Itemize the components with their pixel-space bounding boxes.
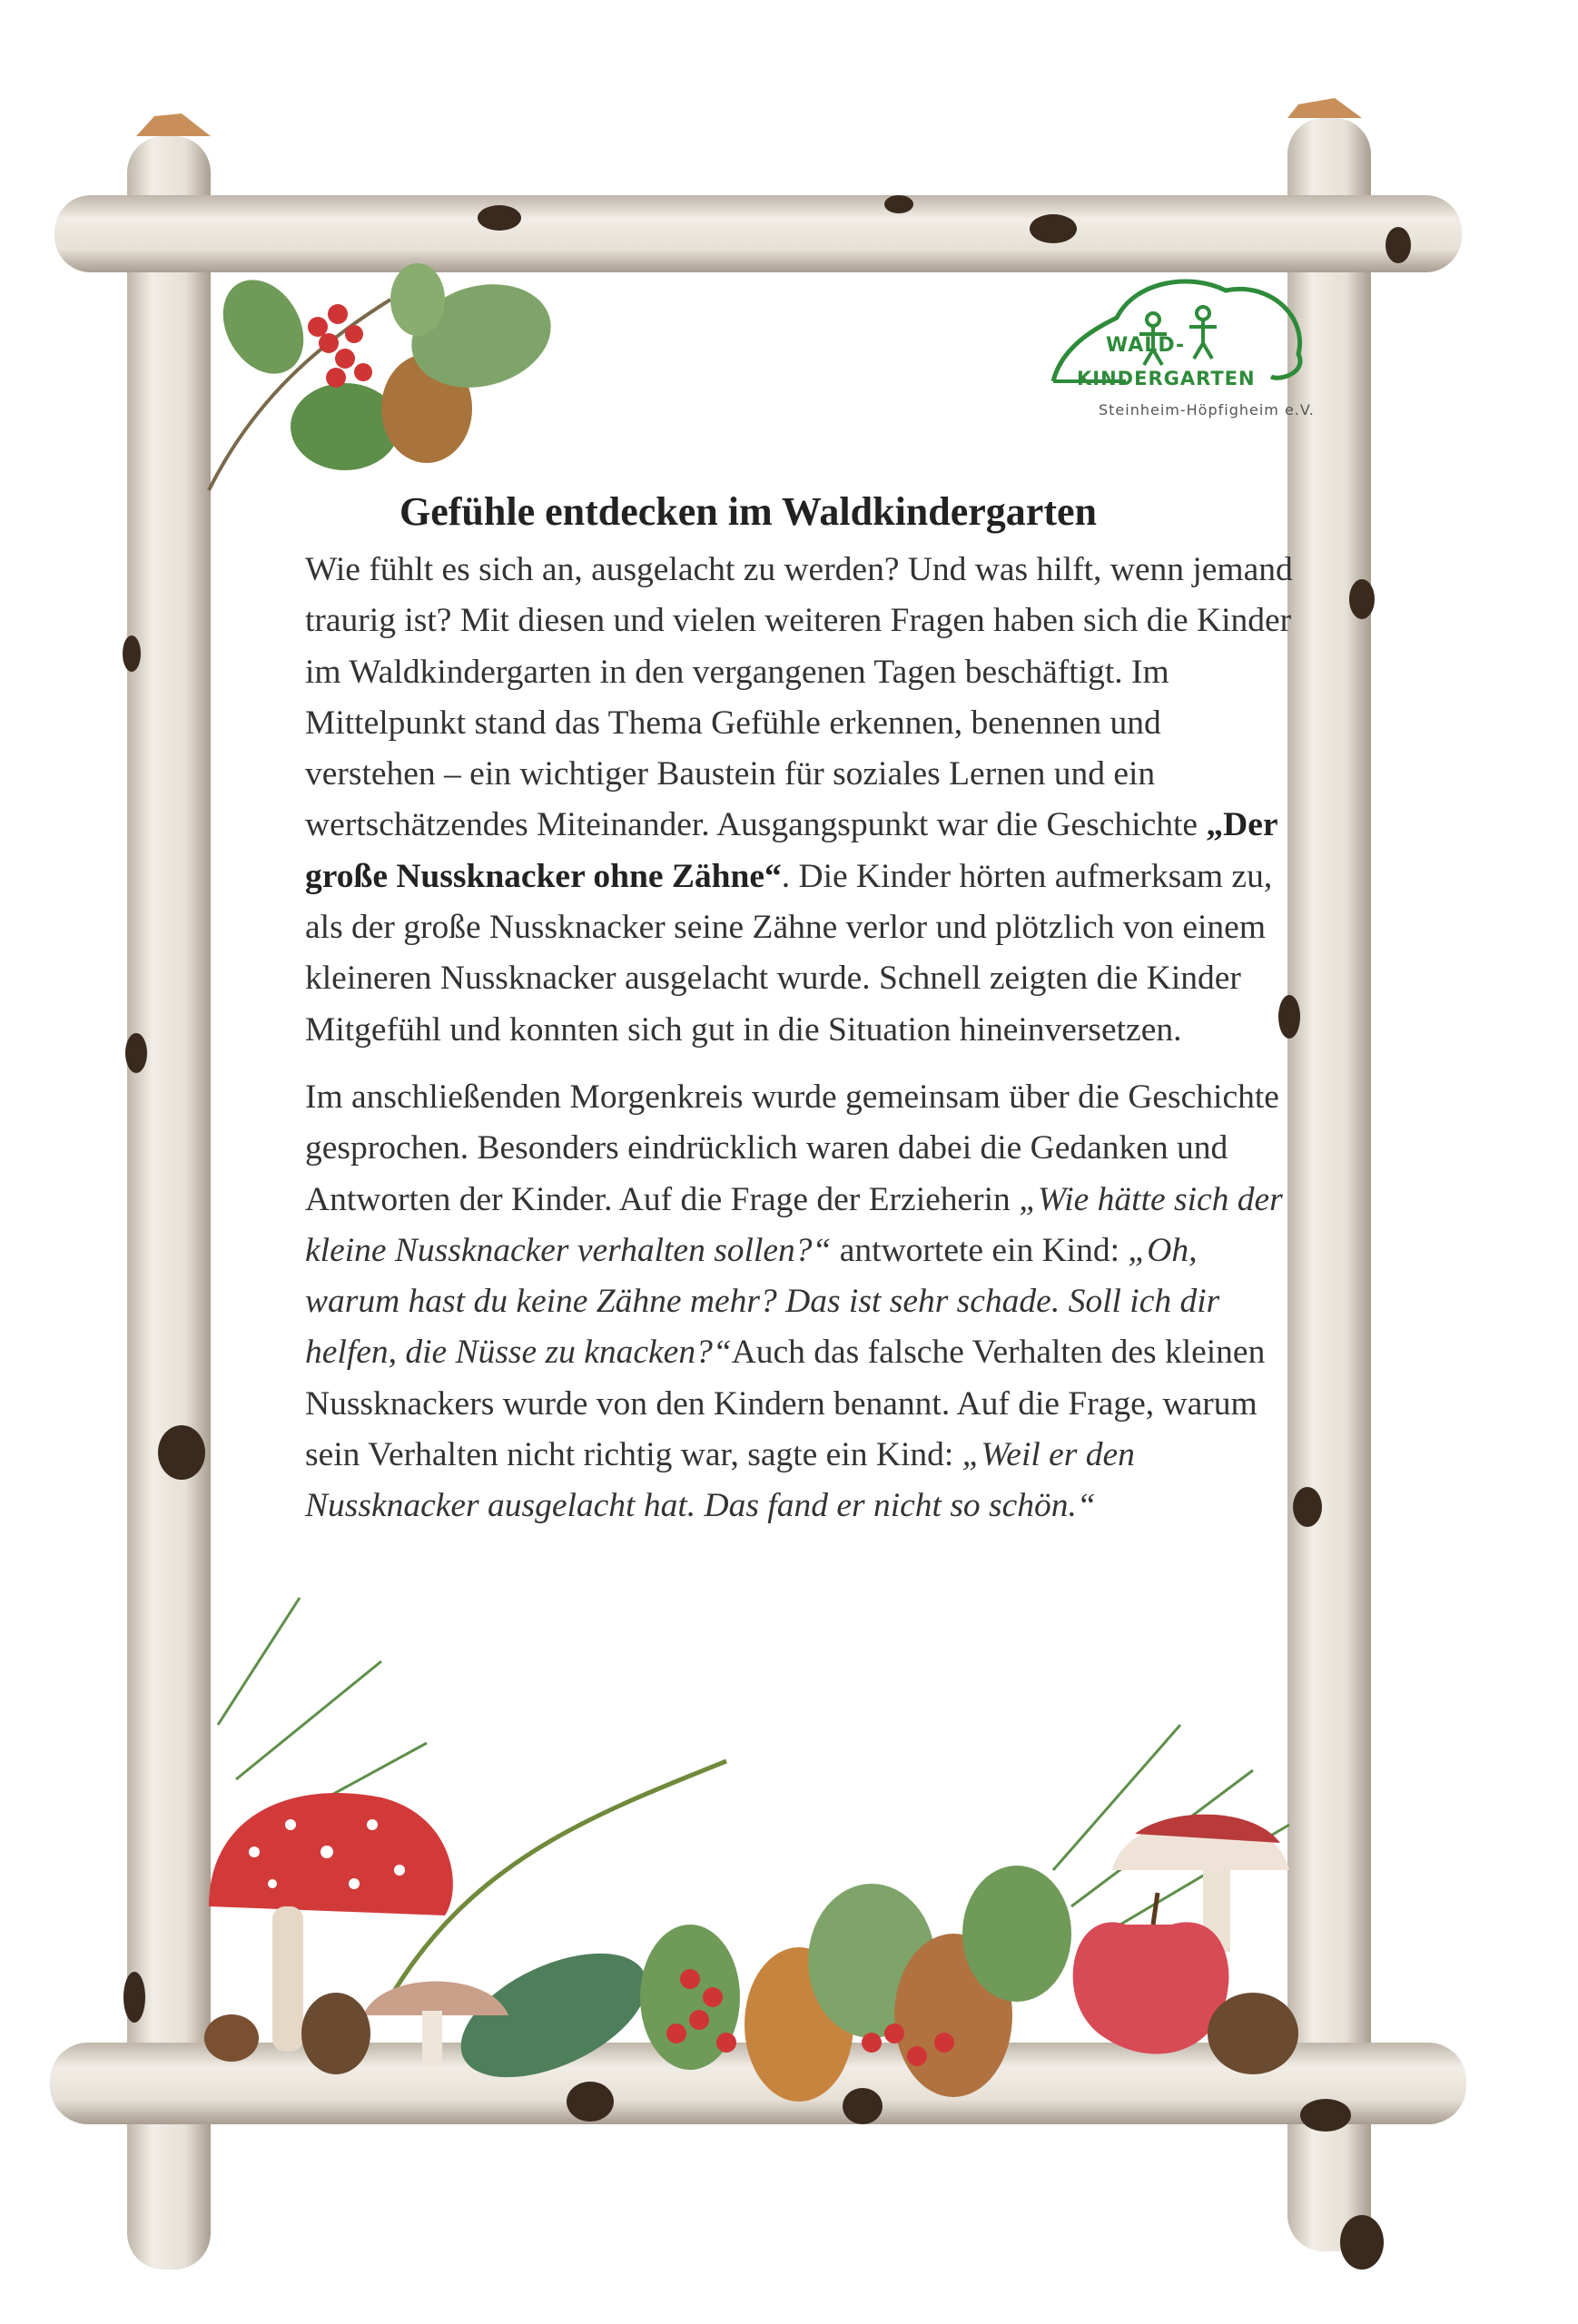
logo-line3: Steinheim-Höpfigheim e.V. [1099, 401, 1315, 419]
right-branch [1287, 118, 1371, 2251]
p1-text-b: . Die Kinder hörten aufmerksam zu, als der große Nussknacker seine Zähne verlor und plötzlich von einem kleineren Nussknacker ausgelacht wurde. Schnell zeigten die Kinder Mitgefühl und konnten sich gut in die Situation hineinversetzen. [305, 857, 1273, 1049]
quote-question: „Wie hätte sich der kleine Nussknacker verhalten sollen?“ [305, 1180, 1283, 1269]
forest-floor-decoration [204, 1598, 1298, 2102]
quote-child-reason: „Weil er den Nussknacker ausgelacht hat. Das fand er nicht so schön.“ [305, 1436, 1135, 1525]
top-branch [54, 195, 1462, 272]
apple-icon [1073, 1922, 1229, 2053]
left-branch [127, 136, 211, 2270]
quote-child-answer: „Oh, warum hast du keine Zähne mehr? Das ist sehr schade. Soll ich dir helfen, die Nüsse zu knacken?“ [305, 1231, 1220, 1372]
article-title: Gefühle entdecken im Waldkindergarten [399, 489, 1097, 534]
berry-sprig-top-left [207, 263, 563, 490]
paragraph-2 [305, 1072, 1295, 1532]
pine-cone-icon [301, 1993, 370, 2074]
logo-line1: WALD- [1106, 334, 1186, 357]
article-body [305, 545, 1295, 1549]
paragraph-1 [305, 545, 1295, 1056]
p2-text-a: Im anschließenden Morgenkreis wurde gemeinsam über die Geschichte gesprochen. Besonders eindrücklich waren dabei die Gedanken und Antworten der Kinder. Auf die Frage der Erzieherin [305, 1078, 1279, 1218]
p2-text-c: Auch das falsche Verhalten des kleinen Nussknackers wurde von den Kindern benannt. Auf die Frage, warum sein Verhalten nicht richtig war, sagte ein Kind: [305, 1334, 1266, 1474]
logo-line2: KINDERGARTEN [1077, 368, 1256, 389]
p2-text-b: antwortete ein Kind: [831, 1231, 1129, 1269]
story-title: „Der große Nussknacker ohne Zähne“ [305, 806, 1277, 895]
p1-text-a: Wie fühlt es sich an, ausgelacht zu werden? Und was hilft, wenn jemand traurig ist? Mit diesen und vielen weiteren Fragen haben sich die Kinder im Waldkindergarten in den vergangenen Tagen beschäftigt. Im Mittelpunkt stand das Thema Gefühle erkennen, benennen und verstehen – ein wichtiger Baustein für soziales Lernen und ein wertschätzendes Miteinander. Ausgangspunkt war die Geschichte [305, 551, 1293, 844]
